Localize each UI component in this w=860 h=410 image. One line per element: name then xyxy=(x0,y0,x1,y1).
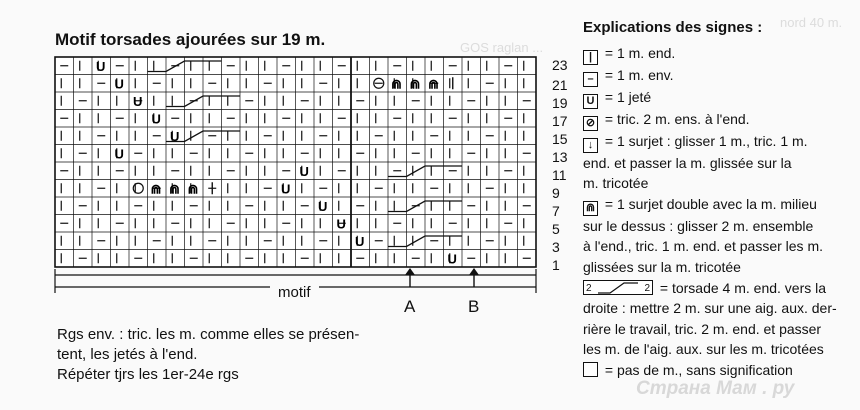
double-decrease-mark: ⋒ xyxy=(428,76,439,92)
legend-text: les m. de l'aig. aux. sur les m. tricotées xyxy=(583,341,824,358)
row-number: 3 xyxy=(552,239,560,255)
yarn-over-mark: U xyxy=(151,111,161,127)
yarn-over-mark: U xyxy=(133,94,143,109)
no-stitch-icon xyxy=(583,362,598,377)
marker-a-label: A xyxy=(404,297,416,316)
legend-item-knit: | = 1 m. end. xyxy=(583,43,858,65)
legend-item-skpo: ↓ = 1 surjet : glisser 1 m., tric. 1 m. xyxy=(583,131,858,153)
legend xyxy=(583,18,858,381)
legend-text: m. tricotée xyxy=(583,175,649,192)
purl-symbol-icon: – xyxy=(583,72,598,87)
legend-text: à l'end., tric. 1 m. end. et passer les m. xyxy=(583,238,823,255)
double-decrease-mark: ⋒ xyxy=(169,181,180,197)
legend-item-no-stitch: = pas de m., sans signification xyxy=(583,360,858,381)
row-number: 15 xyxy=(552,131,568,147)
double-decrease-icon: ⋒ xyxy=(583,201,598,216)
row-number: 1 xyxy=(552,257,560,273)
double-decrease-mark: ⋒ xyxy=(187,181,199,197)
double-decrease-mark: ⋒ xyxy=(391,76,402,92)
yarn-over-mark: U xyxy=(336,216,346,232)
legend-item-cable: 2 2 = torsade 4 m. end. vers la xyxy=(583,278,858,299)
yarn-over-mark: U xyxy=(114,146,124,162)
legend-heading: Explications des signes : xyxy=(583,19,763,36)
yarn-over-mark: U xyxy=(96,59,106,74)
row-number: 21 xyxy=(552,77,568,93)
chart-title: Motif torsades ajourées sur 19 m. xyxy=(55,30,326,49)
legend-text: glissées sur la m. tricotée xyxy=(583,258,741,275)
legend-item-k2tog: ⊘ = tric. 2 m. ens. à l'end. xyxy=(583,109,858,131)
knit-symbol-icon: | xyxy=(583,50,598,65)
yarn-over-mark: U xyxy=(318,199,328,214)
watermark: Страна Мам . ру xyxy=(636,378,795,399)
yarn-over-icon: U xyxy=(583,94,598,109)
yarn-over-mark: U xyxy=(170,129,180,144)
row-number: 17 xyxy=(552,113,568,129)
legend-text: end. et passer la m. glissée sur la xyxy=(583,154,792,171)
yarn-over-mark: U xyxy=(447,251,457,267)
k2tog-icon: ⊘ xyxy=(583,116,598,131)
yarn-over-mark: U xyxy=(281,181,291,197)
yarn-over-mark: U xyxy=(299,164,309,179)
row-number: 19 xyxy=(552,95,568,111)
double-decrease-mark: ⋒ xyxy=(150,181,162,197)
notes xyxy=(57,325,359,385)
note-line: Rgs env. : tric. les m. comme elles se présen- xyxy=(57,326,360,343)
yarn-over-mark: U xyxy=(114,76,124,92)
row-number: 11 xyxy=(552,167,567,183)
motif-label: motif xyxy=(270,284,319,301)
legend-item-double-decrease: ⋒ = 1 surjet double avec la m. milieu xyxy=(583,194,858,216)
note-line: tent, les jetés à l'end. xyxy=(57,346,198,363)
row-number: 7 xyxy=(552,203,560,219)
skpo-arrow-icon: ↓ xyxy=(583,138,598,153)
row-number: 23 xyxy=(552,57,568,73)
row-number: 13 xyxy=(552,149,568,165)
note-line: Répéter tjrs les 1er-24e rgs xyxy=(57,366,239,383)
legend-item-purl: – = 1 m. env. xyxy=(583,65,858,87)
legend-text: rière le travail, tric. 2 m. end. et passer xyxy=(583,320,822,337)
row-number: 9 xyxy=(552,185,560,201)
legend-item-yo: U = 1 jeté xyxy=(583,87,858,109)
yarn-over-mark: U xyxy=(355,234,365,249)
row-number: 5 xyxy=(552,221,560,237)
double-decrease-mark: ⋒ xyxy=(409,76,421,92)
cable-symbol-icon: 2 2 xyxy=(583,280,653,295)
marker-b-label: B xyxy=(468,297,480,316)
legend-text: sur le dessus : glisser 2 m. ensemble xyxy=(583,217,814,234)
legend-text: droite : mettre 2 m. sur une aig. aux. der- xyxy=(583,300,837,317)
